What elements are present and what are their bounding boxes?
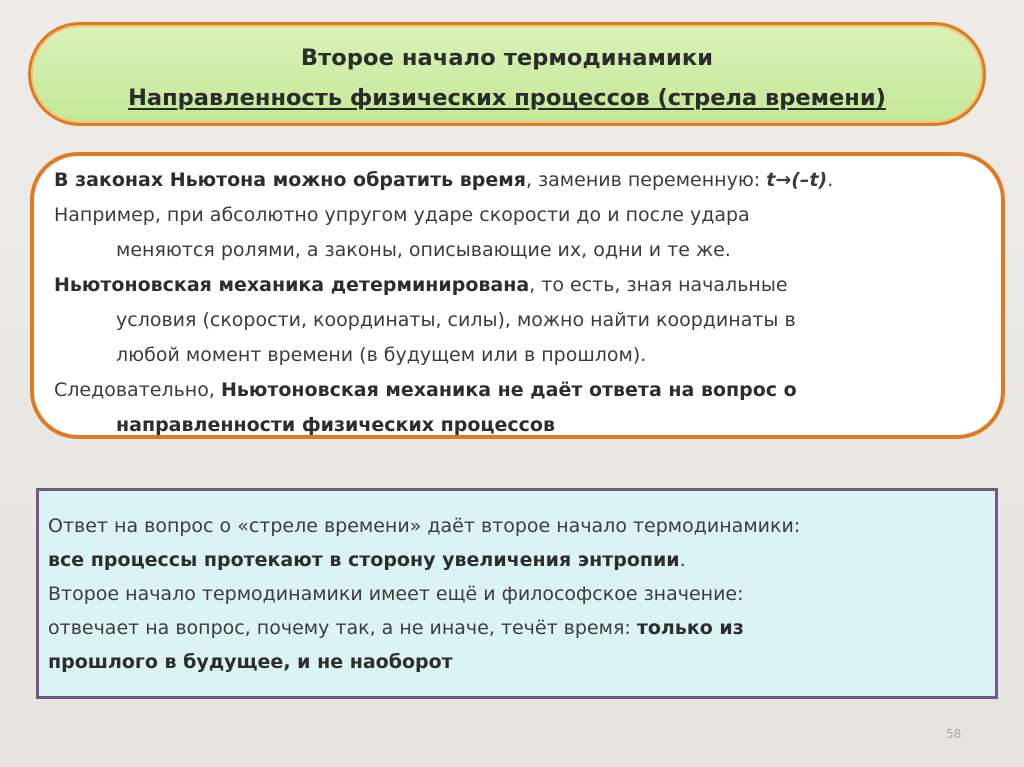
answer-line xyxy=(48,611,744,645)
body-text: Следовательно, xyxy=(54,379,221,401)
bold-text: только из xyxy=(636,617,744,639)
bold-text: все процессы протекают в сторону увеличения энтропии xyxy=(48,549,680,571)
title-banner xyxy=(28,22,986,126)
answer-line: Второе начало термодинамики имеет ещё и философское значение: xyxy=(48,583,744,605)
slide-subtitle: Направленность физических процессов (стрела времени) xyxy=(128,85,886,111)
paragraph-elastic-collision xyxy=(54,198,994,268)
answer-line: прошлого в будущее, и не наоборот xyxy=(48,651,453,673)
body-text: условия (скорости, координаты, силы), можно найти координаты в xyxy=(116,309,796,331)
body-text: , то есть, зная начальные xyxy=(529,274,788,296)
slide-title: Второе начало термодинамики xyxy=(300,45,714,71)
page-number: 58 xyxy=(946,727,962,741)
bold-text: В законах Ньютона можно обратить время xyxy=(54,169,526,191)
body-text: отвечает на вопрос, почему так, а не иначе, течёт время: xyxy=(48,617,637,639)
paragraph-determinism xyxy=(54,268,994,373)
body-text: меняются ролями, а законы, описывающие их, одни и те же. xyxy=(116,239,731,261)
body-text: , заменив переменную: xyxy=(525,169,767,191)
formula-text: t→(–t) xyxy=(766,169,828,191)
answer-line xyxy=(48,543,686,577)
bold-text: Ньютоновская механика детерминирована xyxy=(54,274,530,296)
body-text: Например, при абсолютно упругом ударе скорости до и после удара xyxy=(54,204,750,226)
answer-line: Ответ на вопрос о «стреле времени» даёт второе начало термодинамики: xyxy=(48,515,801,537)
bold-text: Ньютоновская механика не даёт ответа на вопрос о xyxy=(220,379,797,401)
body-text: . xyxy=(679,549,686,571)
paragraph-conclusion xyxy=(54,373,994,443)
bold-text: направленности физических процессов xyxy=(116,414,555,436)
body-text: . xyxy=(827,169,834,191)
body-text: любой момент времени (в будущем или в прошлом). xyxy=(116,344,647,366)
paragraph-time-reversal xyxy=(54,163,994,198)
